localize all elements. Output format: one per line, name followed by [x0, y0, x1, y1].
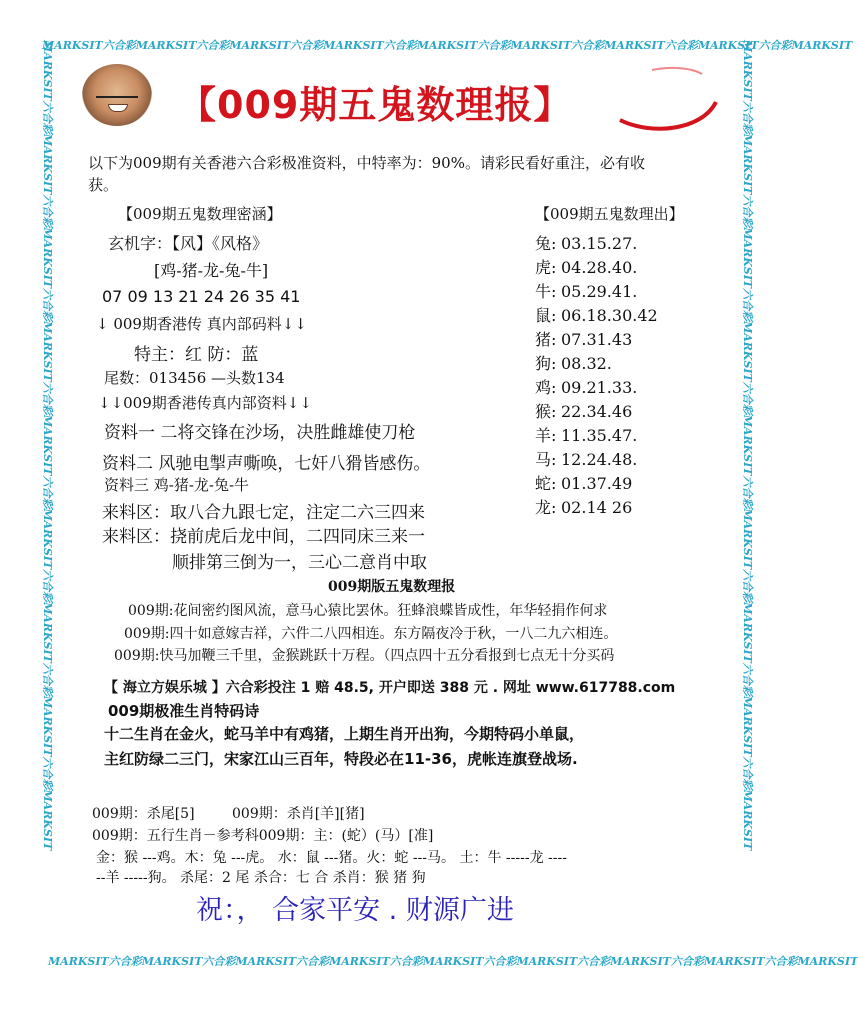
blessing-text: 祝：， 合家平安 . 财源广进 [196, 895, 514, 926]
source-line-1: 来料区：取八合九跟七定，注定二六三四来 [102, 503, 425, 523]
zodiac-name: 猪: [535, 330, 557, 349]
zodiac-row [535, 423, 637, 446]
zodiac-name: 狗: [535, 354, 557, 373]
insider-title-2: ↓↓009期香港传真内部资料↓↓ [98, 394, 312, 412]
zodiac-numbers: 08.32. [561, 354, 612, 373]
zodiac-numbers: 02.14 26 [561, 498, 633, 517]
edition-line-3: 009期:快马加鞭三千里，金猴跳跃十万程。（四点四十五分看报到七点无十分买码 [114, 648, 615, 664]
secret-heading: 【009期五鬼数理密涵】 [118, 205, 282, 223]
zodiac-name: 龙: [535, 498, 557, 517]
zodiac-name: 马: [535, 450, 557, 469]
border-right-text: MARKSIT六合彩MARKSIT六合彩MARKSIT六合彩MARKSIT六合彩MARKSIT六合彩MARKSIT六合彩MARKSIT六合彩MARKSIT六合彩MARKSIT [741, 40, 754, 851]
edition-heading: 009期版五鬼数理报 [328, 579, 456, 595]
zodiac-row [535, 303, 658, 326]
border-bottom: MARKSIT六合彩MARKSIT六合彩MARKSIT六合彩MARKSIT六合彩MARKSIT六合彩MARKSIT六合彩MARKSIT六合彩MARKSIT六合彩MARKSIT [48, 955, 858, 968]
zodiac-name: 蛇: [535, 474, 557, 493]
edition-line-2: 009期:四十如意嫁吉祥，六件二八四相连。东方隔夜冷于秋，一八二九六相连。 [124, 626, 618, 642]
border-left [42, 40, 58, 960]
red-swoosh-icon [612, 64, 722, 134]
data-line-3: 资料三 鸡-猪-龙-兔-牛 [104, 476, 250, 494]
border-top: MARKSIT六合彩MARKSIT六合彩MARKSIT六合彩MARKSIT六合彩MARKSIT六合彩MARKSIT六合彩MARKSIT六合彩MARKSIT六合彩MARKSIT [42, 39, 853, 52]
zodiac-numbers: 09.21.33. [561, 378, 638, 397]
poem-line-1: 十二生肖在金火，蛇马羊中有鸡猪，上期生肖开出狗，今期特码小单鼠， [104, 725, 585, 743]
kill-summary: --羊 -----狗。 杀尾：2 尾 杀合：七 合 杀肖：猴 猪 狗 [96, 870, 426, 886]
zodiac-row [535, 495, 632, 518]
five-elements: 009期：五行生肖－参考科009期：主：(蛇）(马）[准] [92, 828, 434, 844]
zodiac-numbers: 01.37.49 [561, 474, 633, 493]
edition-line-1: 009期:花间密约图风流，意马心猿比罢休。狂蜂浪蝶皆成性，年华轻捐作何求 [128, 603, 608, 619]
data-line-1: 资料一 二将交锋在沙场，决胜雌雄使刀枪 [104, 423, 416, 443]
zodiac-row [535, 471, 632, 494]
avatar [82, 64, 152, 126]
zodiac-numbers: 22.34.46 [561, 402, 633, 421]
zodiac-numbers: 12.24.48. [561, 450, 638, 469]
data-line-2: 资料二 风驰电掣声嘶唤，七奸八猾皆感伤。 [102, 454, 431, 474]
zodiac-row [535, 399, 632, 422]
source-line-3: 顺排第三倒为一，三心二意肖中取 [172, 553, 427, 573]
zodiac-name: 猴: [535, 402, 557, 421]
zodiac-row [535, 255, 637, 278]
zodiac-row [535, 351, 612, 374]
tail-numbers: 尾数：013456 —头数134 [104, 369, 285, 387]
kill-zodiac: 009期：杀肖[羊][猪] [232, 806, 365, 822]
zodiac-row [535, 447, 637, 470]
zodiac-name: 牛: [535, 282, 557, 301]
zodiac-name: 虎: [535, 258, 557, 277]
smile-shape [108, 104, 128, 112]
zodiac-row [535, 327, 632, 350]
zodiac-numbers: 11.35.47. [561, 426, 638, 445]
insider-title: ↓ 009期香港传 真内部码料↓↓ [96, 315, 307, 333]
intro-line-2: 获。 [88, 176, 119, 194]
intro-line-1: 以下为009期有关香港六合彩极准资料，中特率为：90%。请彩民看好重注，必有收 [88, 154, 645, 172]
special-colors: 特主：红 防：蓝 [134, 345, 259, 365]
zodiac-numbers: 04.28.40. [561, 258, 638, 277]
zodiac-numbers: 07.31.43 [561, 330, 633, 349]
kill-tail: 009期：杀尾[5] [92, 806, 195, 822]
source-line-2: 来料区：挠前虎后龙中间，二四同床三来一 [102, 527, 425, 547]
zodiac-numbers: 05.29.41. [561, 282, 638, 301]
border-right [742, 40, 758, 960]
page-title: 【009期五鬼数理报】 [178, 83, 573, 127]
poem-line-2: 主红防绿二三门，宋家江山三百年，特段必在11-36，虎帐连旗登战场. [104, 750, 578, 768]
secret-numbers: 07 09 13 21 24 26 35 41 [102, 287, 301, 306]
zodiac-name: 鸡: [535, 378, 557, 397]
zodiac-name: 鼠: [535, 306, 557, 325]
poem-heading: 009期极准生肖特码诗 [108, 702, 260, 720]
zodiac-row [535, 279, 637, 302]
glasses-shape [96, 86, 138, 98]
secret-animals: [鸡-猪-龙-兔-牛] [154, 261, 269, 280]
zodiac-numbers: 06.18.30.42 [561, 306, 658, 325]
zodiac-numbers: 03.15.27. [561, 234, 638, 253]
zodiac-row [535, 375, 637, 398]
zodiac-name: 兔: [535, 234, 557, 253]
ad-banner: 【 海立方娱乐城 】六合彩投注 1 赔 48.5, 开户即送 388 元 . 网址 www.617788.com [104, 680, 676, 696]
xuanji-text: 玄机字：【风】《风格》 [108, 234, 269, 253]
zodiac-row [535, 231, 637, 254]
border-left-text: MARKSIT六合彩MARKSIT六合彩MARKSIT六合彩MARKSIT六合彩MARKSIT六合彩MARKSIT六合彩MARKSIT六合彩MARKSIT六合彩MARKSIT [41, 40, 54, 851]
zodiac-name: 羊: [535, 426, 557, 445]
elements-list: 金：猴 ---鸡。木：兔 ---虎。 水：鼠 ---猪。火：蛇 ---马。 土：牛 -----龙 ---- [96, 850, 567, 866]
zodiac-heading: 【009期五鬼数理出】 [535, 205, 684, 223]
